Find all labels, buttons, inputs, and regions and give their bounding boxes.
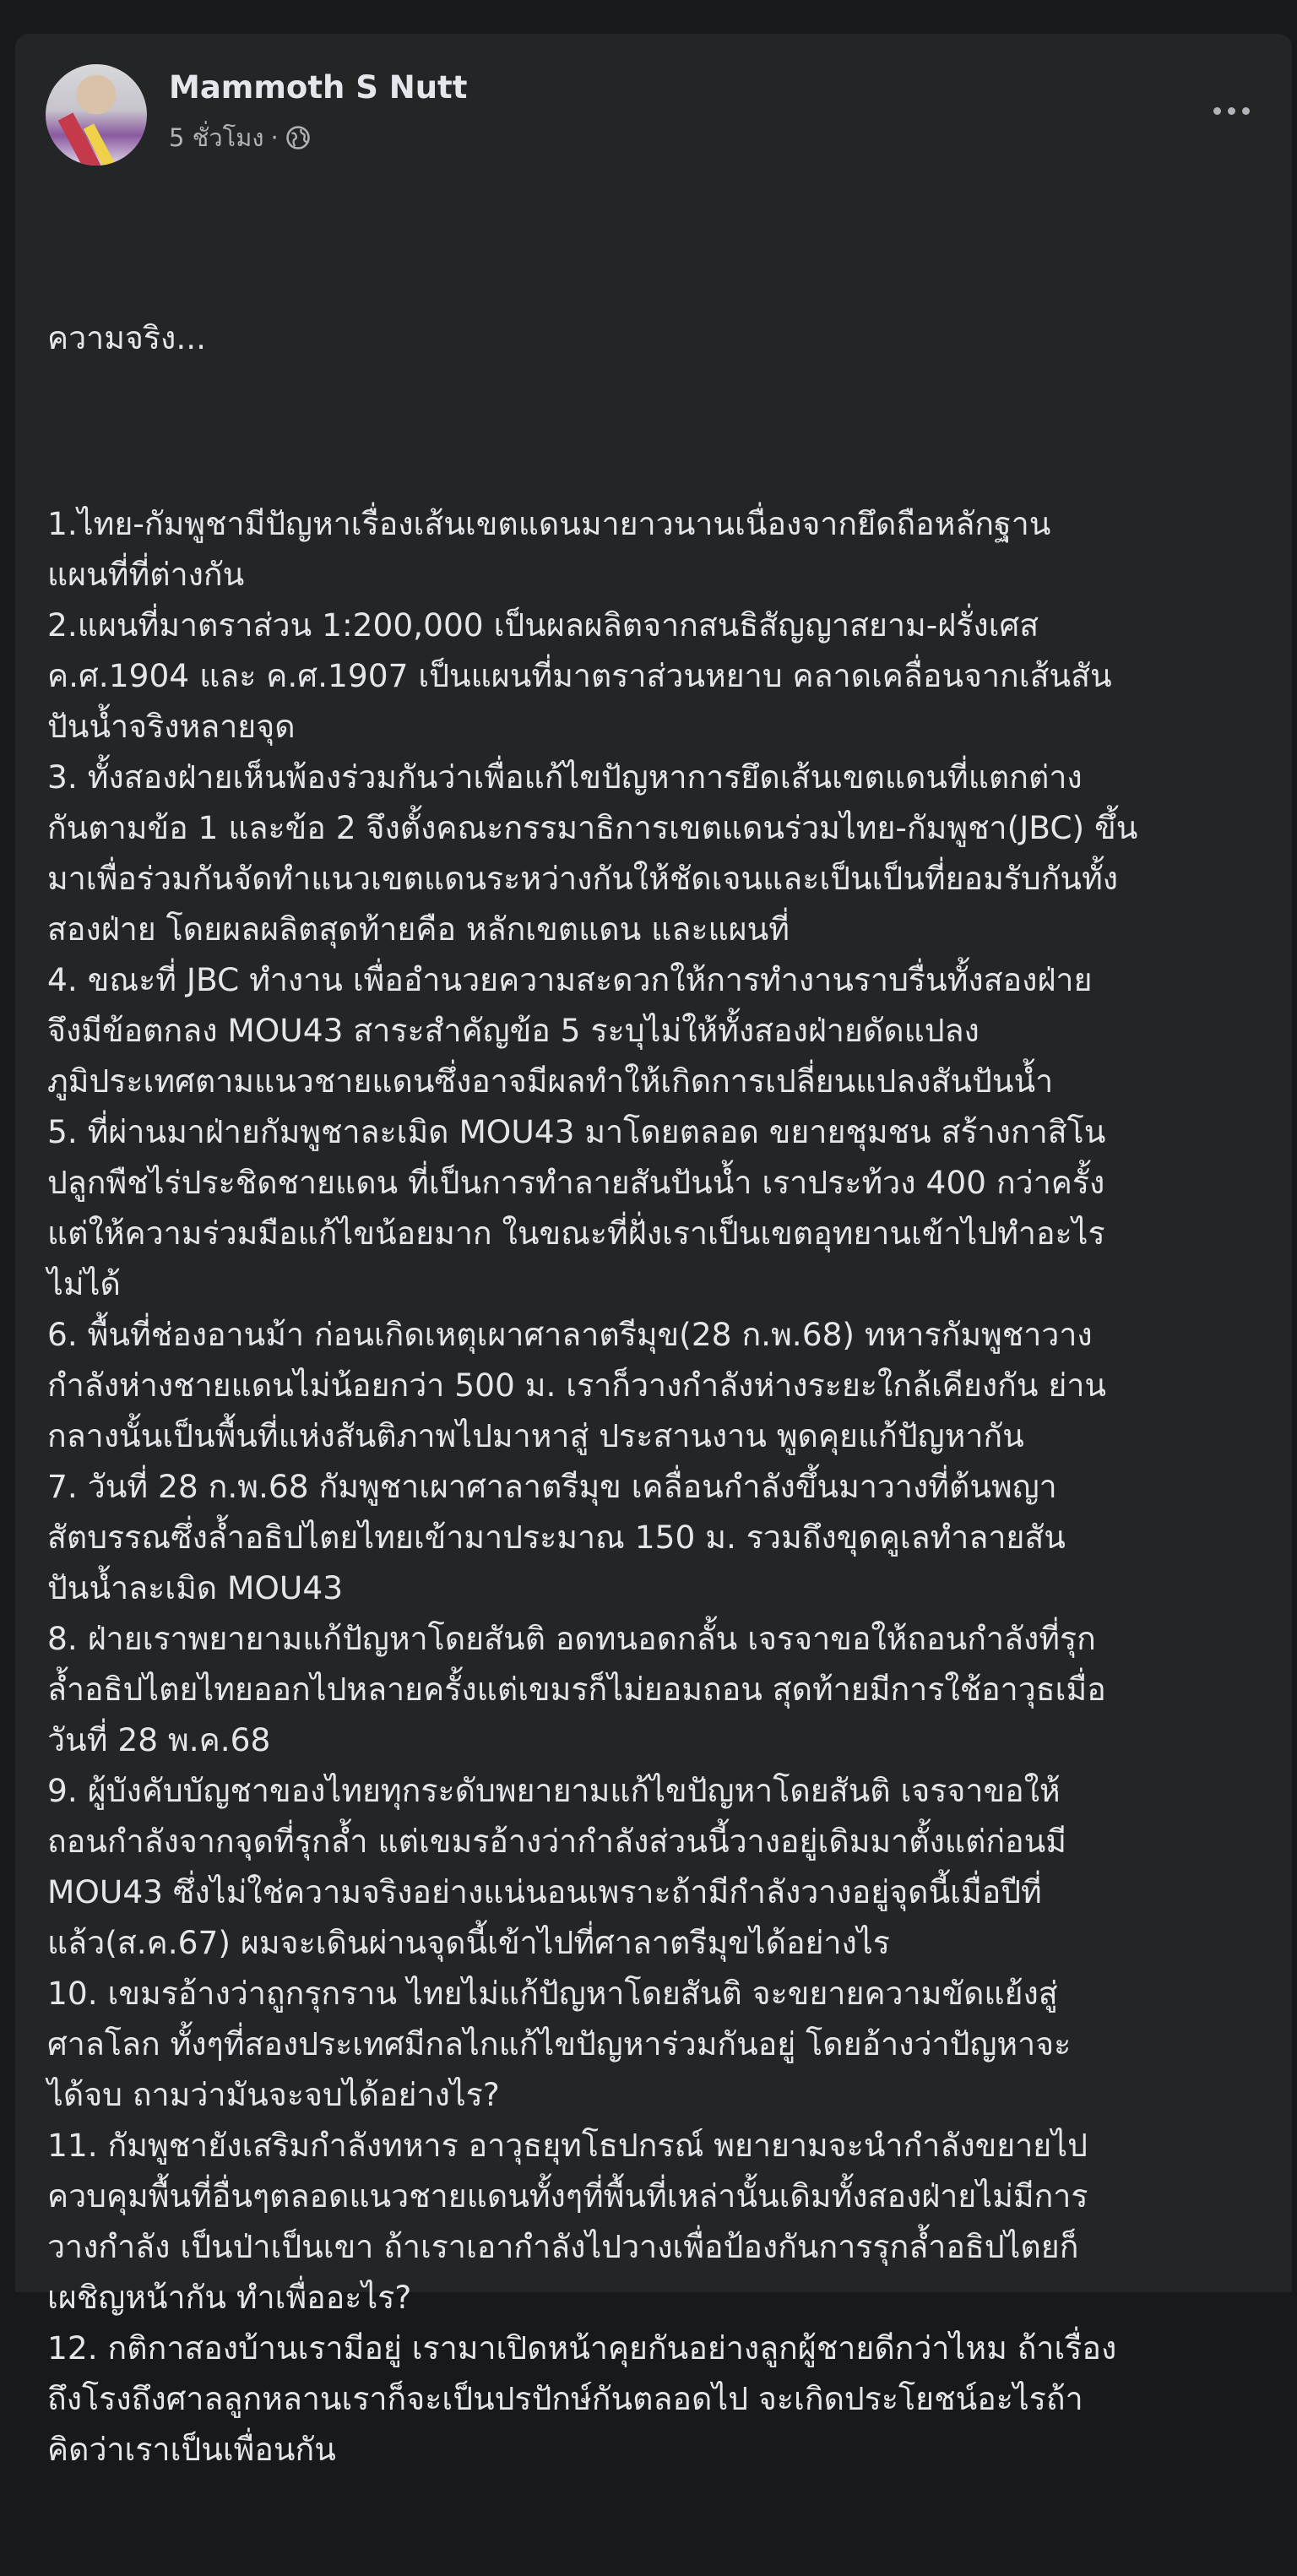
post-text-line: แล้ว(ส.ค.67) ผมจะเดินผ่านจุดนี้เข้าไปที่ศาลาตรีมุขได้อย่างไร — [47, 1924, 890, 1961]
post-text-line: วางกำลัง เป็นป่าเป็นเขา ถ้าเราเอากำลังไปวางเพื่อป้องกันการรุกล้ำอธิปไตยก็ — [47, 2228, 1079, 2265]
post-text-line: มาเพื่อร่วมกันจัดทำแนวเขตแดนระหว่างกันให้ชัดเจนและเป็นเป็นที่ยอมรับกันทั้ง — [47, 860, 1119, 897]
post-card — [15, 34, 1292, 2468]
more-dot — [1213, 107, 1221, 115]
post-timestamp[interactable]: 5 ชั่วโมง — [169, 123, 264, 152]
post-text-line: ไม่ได้ — [47, 1265, 121, 1302]
post-text-line: 7. วันที่ 28 ก.พ.68 กัมพูชาเผาศาลาตรีมุข เคลื่อนกำลังขึ้นมาวางที่ต้นพญา — [47, 1468, 1057, 1505]
more-dot — [1242, 107, 1250, 115]
post-text-line: ปันน้ำจริงหลายจุด — [47, 708, 296, 745]
post-text-line: ควบคุมพื้นที่อื่นๆตลอดแนวชายแดนทั้งๆที่พื้นที่เหล่านั้นเดิมทั้งสองฝ่ายไม่มีการ — [47, 2177, 1088, 2215]
avatar[interactable] — [46, 64, 147, 166]
post-text-line: 9. ผู้บังคับบัญชาของไทยทุกระดับพยายามแก้ไขปัญหาโดยสันติ เจรจาขอให้ — [47, 1772, 1061, 1809]
post-text-line: ได้จบ ถามว่ามันจะจบได้อย่างไร? — [47, 2076, 500, 2113]
post-text-line: 3. ทั้งสองฝ่ายเห็นพ้องร่วมกันว่าเพื่อแก้ไขปัญหาการยึดเส้นเขตแดนที่แตกต่าง — [47, 758, 1083, 796]
post-text-line: ปันน้ำละเมิด MOU43 — [47, 1569, 344, 1606]
post-text-line: แต่ให้ความร่วมมือแก้ไขน้อยมาก ในขณะที่ฝั่งเราเป็นเขตอุทยานเข้าไปทำอะไร — [47, 1215, 1105, 1252]
top-strip — [0, 0, 1297, 30]
post-text-line: ศาลโลก ทั้งๆที่สองประเทศมีกลไกแก้ไขปัญหาร่วมกันอยู่ โดยอ้างว่าปัญหาจะ — [47, 2025, 1072, 2062]
post-text-line: 1.ไทย-กัมพูชามีปัญหาเรื่องเส้นเขตแดนมายาวนานเนื่องจากยึดถือหลักฐาน — [47, 505, 1051, 542]
post-text-line: กันตามข้อ 1 และข้อ 2 จึงตั้งคณะกรรมาธิการเขตแดนร่วมไทย-กัมพูชา(JBC) ขึ้น — [47, 809, 1138, 846]
post-text-line: ถึงโรงถึงศาลลูกหลานเราก็จะเป็นปรปักษ์กันตลอดไป จะเกิดประโยชน์อะไรถ้า — [47, 2380, 1083, 2417]
post-text-line: เผชิญหน้ากัน ทำเพื่ออะไร? — [47, 2279, 412, 2316]
post-text-line: คิดว่าเราเป็นเพื่อนกัน — [47, 2431, 336, 2468]
post-text-line: ปลูกพืชไร่ประชิดชายแดน ที่เป็นการทำลายสันปันน้ำ เราประท้วง 400 กว่าครั้ง — [47, 1164, 1105, 1201]
post-text-line: MOU43 ซึ่งไม่ใช่ความจริงอย่างแน่นอนเพราะถ้ามีกำลังวางอยู่จุดนี้เมื่อปีที่ — [47, 1873, 1042, 1910]
post-lines — [47, 498, 1263, 2475]
post-text-line: สัตบรรณซึ่งล้ำอธิปไตยไทยเข้ามาประมาณ 150 ม. รวมถึงขุดคูเลทำลายสัน — [47, 1519, 1066, 1556]
post-meta — [169, 118, 311, 157]
meta-separator: · — [270, 123, 279, 152]
post-text-line: วันที่ 28 พ.ค.68 — [47, 1721, 271, 1758]
post-text-line: 12. กติกาสองบ้านเรามีอยู่ เรามาเปิดหน้าคุยกันอย่างลูกผู้ชายดีกว่าไหม ถ้าเรื่อง — [47, 2329, 1117, 2367]
post-text-line: ถอนกำลังจากจุดที่รุกล้ำ แต่เขมรอ้างว่ากำลังส่วนนี้วางอยู่เดิมมาตั้งแต่ก่อนมี — [47, 1823, 1066, 1860]
post-text-line: จึงมีข้อตกลง MOU43 สาระสำคัญข้อ 5 ระบุไม่ให้ทั้งสองฝ่ายดัดแปลง — [47, 1012, 980, 1049]
post-text-line: ล้ำอธิปไตยไทยออกไปหลายครั้งแต่เขมรก็ไม่ยอมถอน สุดท้ายมีการใช้อาวุธเมื่อ — [47, 1671, 1106, 1708]
post-text-line: กำลังห่างชายแดนไม่น้อยกว่า 500 ม. เราก็วางกำลังห่างระยะใกล้เคียงกัน ย่าน — [47, 1367, 1107, 1404]
author-name[interactable]: Mammoth S Nutt — [169, 69, 468, 106]
post-text-line: 11. กัมพูชายังเสริมกำลังทหาร อาวุธยุทโธปกรณ์ พยายามจะนำกำลังขยายไป — [47, 2127, 1088, 2164]
more-options-icon[interactable] — [1206, 98, 1256, 123]
post-text-line: 4. ขณะที่ JBC ทำงาน เพื่ออำนวยความสะดวกให้การทำงานราบรื่นทั้งสองฝ่าย — [47, 961, 1093, 998]
post-text-line: 10. เขมรอ้างว่าถูกรุกราน ไทยไม่แก้ปัญหาโดยสันติ จะขยายความขัดแย้งสู่ — [47, 1975, 1058, 2012]
post-text-line: กลางนั้นเป็นพื้นที่แห่งสันติภาพไปมาหาสู่ ประสานงาน พูดคุยแก้ปัญหากัน — [47, 1417, 1024, 1454]
more-dot — [1228, 107, 1235, 115]
post-text-line: 8. ฝ่ายเราพยายามแก้ปัญหาโดยสันติ อดทนอดกลั้น เจรจาขอให้ถอนกำลังที่รุก — [47, 1620, 1096, 1657]
post-text-line: 2.แผนที่มาตราส่วน 1:200,000 เป็นผลผลิตจากสนธิสัญญาสยาม-ฝรั่งเศส — [47, 606, 1039, 644]
post-intro: ความจริง... — [47, 319, 207, 356]
post-body — [47, 211, 1263, 2576]
post-text-line: 6. พื้นที่ช่องอานม้า ก่อนเกิดเหตุเผาศาลาตรีมุข(28 ก.พ.68) ทหารกัมพูชาวาง — [47, 1316, 1093, 1353]
post-text-line: แผนที่ที่ต่างกัน — [47, 556, 245, 593]
post-text-line: สองฝ่าย โดยผลผลิตสุดท้ายคือ หลักเขตแดน และแผนที่ — [47, 910, 790, 948]
post-text-line: ค.ศ.1904 และ ค.ศ.1907 เป็นแผนที่มาตราส่วนหยาบ คลาดเคลื่อนจากเส้นสัน — [47, 657, 1112, 694]
post-text-line: ภูมิประเทศตามแนวชายแดนซึ่งอาจมีผลทำให้เกิดการเปลี่ยนแปลงสันปันน้ำ — [47, 1062, 1054, 1100]
globe-icon[interactable] — [285, 125, 311, 150]
post-text-line: 5. ที่ผ่านมาฝ่ายกัมพูชาละเมิด MOU43 มาโดยตลอด ขยายชุมชน สร้างกาสิโน — [47, 1113, 1106, 1150]
